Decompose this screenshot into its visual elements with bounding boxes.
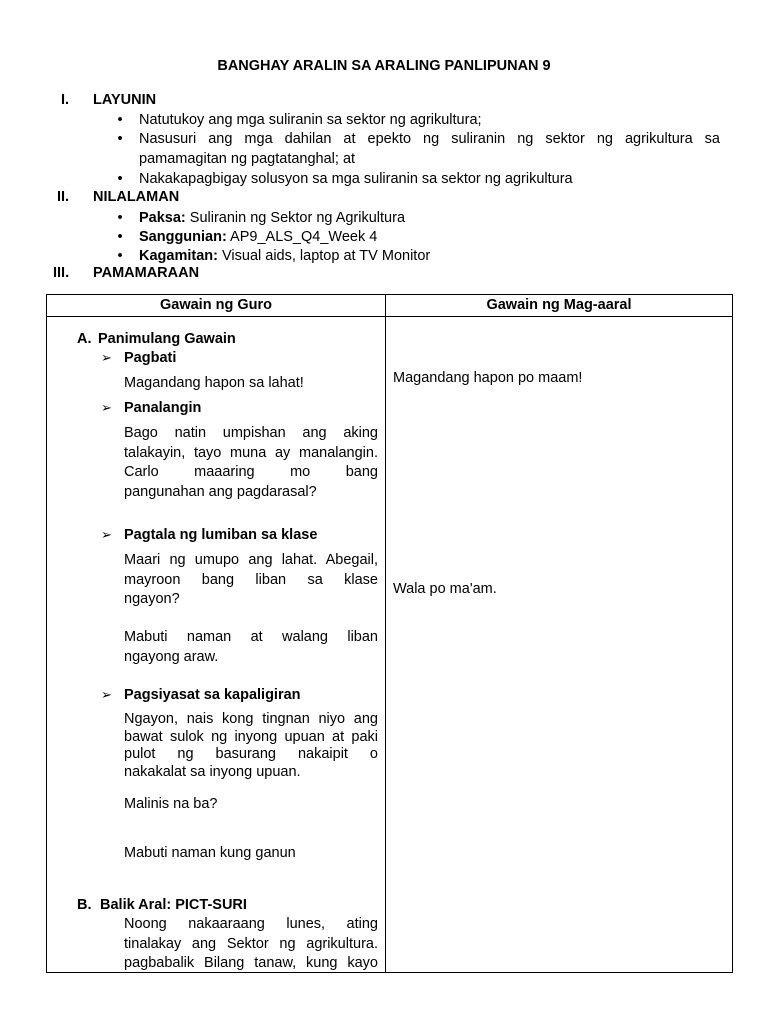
- text-line: Ngayon, nais kong tingnan niyo ang: [124, 711, 378, 727]
- column-divider: [385, 295, 386, 972]
- pagbati-text: Magandang hapon sa lahat!: [124, 375, 304, 391]
- list-item: [115, 129, 725, 169]
- text-line: pagbabalik Bilang tanaw, kung kayo: [124, 955, 378, 971]
- text-line: Bago natin umpishan ang aking: [124, 425, 378, 441]
- part-a-title: Panimulang Gawain: [98, 331, 236, 347]
- panalangin-title: Panalangin: [124, 400, 202, 416]
- balik-aral-text: [124, 915, 378, 974]
- activities-table: [46, 294, 733, 973]
- arrow-bullet-icon: ➢: [101, 527, 112, 542]
- section-layunin: [0, 92, 768, 112]
- kapaligiran-title: Pagsiyasat sa kapaligiran: [124, 687, 301, 703]
- section-number: I.: [61, 92, 70, 108]
- text-line: ngayong araw.: [124, 648, 219, 665]
- list-item-text-continued: pamamagitan ng pagtatanghal; at: [139, 151, 356, 167]
- list-item-text: [139, 246, 430, 266]
- table-header-mag-aaral: Gawain ng Mag-aaral: [486, 297, 632, 313]
- panalangin-text: [124, 424, 378, 502]
- list-item-text: Nakakapagbigay solusyon sa mga suliranin sa sektor ng agrikultura: [139, 171, 573, 187]
- section-pamamaraan: [0, 265, 768, 285]
- text-line: ngayon?: [124, 591, 180, 607]
- kapaligiran-text: [124, 711, 378, 781]
- pagbati-response: Magandang hapon po maam!: [393, 370, 583, 386]
- section-label: PAMAMARAAN: [93, 265, 200, 281]
- text-line: nakakalat sa inyong upuan.: [124, 763, 301, 780]
- text-line: Carlo maaaring mo bang: [124, 464, 378, 480]
- page-title: BANGHAY ARALIN SA ARALING PANLIPUNAN 9: [217, 58, 551, 74]
- header-divider: [47, 316, 732, 317]
- sanggunian-label: Sanggunian:: [139, 229, 227, 245]
- section-nilalaman: [0, 189, 768, 209]
- lumiban-text: [124, 551, 378, 610]
- text-line: tinalakay ang Sektor ng agrikultura.: [124, 935, 378, 952]
- text-line: Noong nakaaraang lunes, ating: [124, 916, 378, 932]
- lumiban-title: Pagtala ng lumiban sa klase: [124, 527, 318, 543]
- mabuti-text: [124, 628, 378, 667]
- text-line: mayroon bang liban sa klase: [124, 571, 378, 588]
- text-line: pulot ng basurang nakaipit o: [124, 746, 378, 762]
- arrow-bullet-icon: ➢: [101, 687, 112, 702]
- mabuti-ganun-text: Mabuti naman kung ganun: [124, 845, 296, 861]
- kagamitan-label: Kagamitan:: [139, 248, 218, 264]
- list-item-text: [139, 208, 405, 228]
- malinis-text: Malinis na ba?: [124, 796, 218, 812]
- arrow-bullet-icon: ➢: [101, 400, 112, 415]
- bullet-glyph: •: [117, 131, 123, 147]
- paksa-label: Paksa:: [139, 210, 186, 226]
- list-item-text: Nasusuri ang mga dahilan at epekto ng suliranin ng sektor ng agrikultura sa: [139, 131, 720, 147]
- part-a-label: A.: [77, 331, 92, 347]
- text-line: talakayin, tayo muna ay manalangin.: [124, 444, 378, 461]
- paksa-value: Suliranin ng Sektor ng Agrikultura: [189, 210, 406, 226]
- list-item-text: [139, 227, 377, 247]
- section-number: III.: [53, 265, 70, 281]
- text-line: Maari ng umupo ang lahat. Abegail,: [124, 552, 378, 568]
- bullet-glyph: •: [117, 210, 123, 226]
- text-line: pangunahan ang pagdarasal?: [124, 483, 317, 500]
- lumiban-response: Wala po ma'am.: [393, 581, 497, 597]
- bullet-glyph: •: [117, 248, 123, 264]
- section-number: II.: [57, 189, 70, 205]
- bullet-glyph: •: [117, 229, 123, 245]
- pagbati-title: Pagbati: [124, 350, 177, 366]
- table-header-guro: Gawain ng Guro: [160, 297, 272, 313]
- text-line: Mabuti naman at walang liban: [124, 629, 378, 645]
- arrow-bullet-icon: ➢: [101, 350, 112, 365]
- sanggunian-value: AP9_ALS_Q4_Week 4: [230, 229, 378, 245]
- part-b-label: B.: [77, 897, 92, 913]
- list-item-text: Natutukoy ang mga suliranin sa sektor ng agrikultura;: [139, 112, 482, 128]
- bullet-glyph: •: [117, 112, 123, 128]
- section-label: LAYUNIN: [93, 92, 157, 108]
- bullet-glyph: •: [117, 171, 123, 187]
- text-line: bawat sulok ng inyong upuan at paki: [124, 728, 378, 745]
- kagamitan-value: Visual aids, laptop at TV Monitor: [222, 248, 431, 264]
- part-b-title: Balik Aral: PICT-SURI: [100, 897, 247, 913]
- section-label: NILALAMAN: [93, 189, 180, 205]
